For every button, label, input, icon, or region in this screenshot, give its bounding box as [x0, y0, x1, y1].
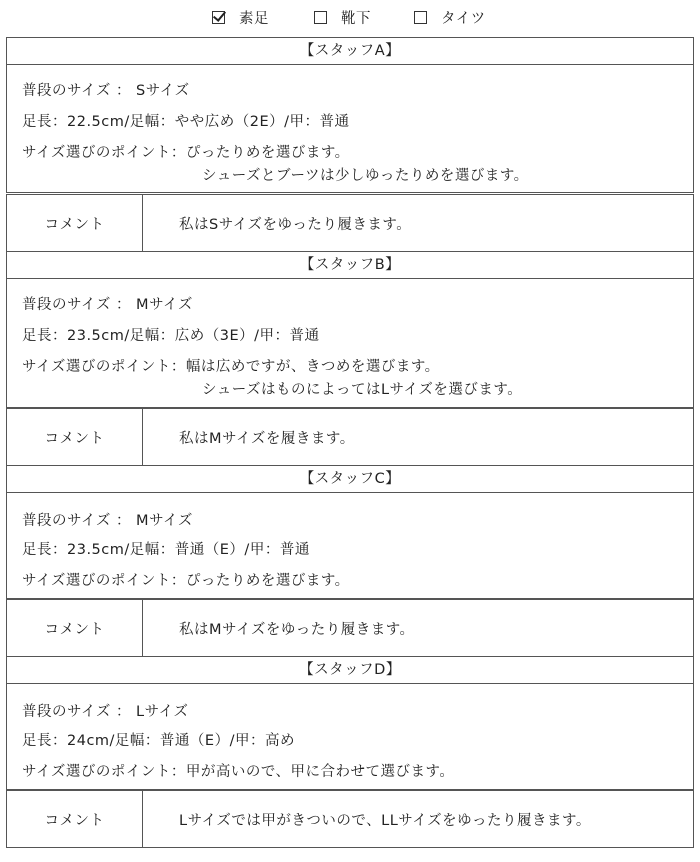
- staff-d-foot-measure: 足長：24cm/足幅：普通（E）/甲：高め: [22, 733, 295, 749]
- staff-c-info: [6, 492, 694, 599]
- staff-a-usual-size: 普段のサイズ ： Sサイズ: [22, 83, 190, 99]
- staff-d-size-point: サイズ選びのポイント：甲が高いので、甲に合わせて選びます。: [22, 764, 455, 780]
- staff-a-comment-label: コメント: [7, 195, 143, 251]
- staff-a-info: [6, 64, 694, 193]
- staff-c-foot-measure: 足長：23.5cm/足幅：普通（E）/甲：普通: [22, 542, 310, 558]
- staff-b-size-point-2: シューズはものによってはLサイズを選びます。: [202, 382, 523, 398]
- staff-b-header: 【スタッフB】: [6, 251, 694, 279]
- staff-c-comment-label: コメント: [7, 600, 143, 656]
- filter-tights[interactable]: [414, 7, 486, 27]
- staff-b-usual-size: 普段のサイズ ： Mサイズ: [22, 297, 193, 313]
- staff-d-header: 【スタッフD】: [6, 656, 694, 684]
- staff-d-comment: Lサイズでは甲がきついので、LLサイズをゆったり履きます。: [179, 812, 591, 829]
- filter-label-socks: 靴下: [341, 10, 371, 27]
- staff-d-usual-size: 普段のサイズ ： Lサイズ: [22, 704, 189, 720]
- staff-b-info: [6, 278, 694, 408]
- checkbox-barefoot[interactable]: [212, 11, 225, 24]
- staff-d-info: [6, 683, 694, 790]
- staff-c-comment-row: [6, 599, 694, 657]
- staff-c-comment: 私はMサイズをゆったり履きます。: [179, 621, 415, 638]
- staff-a-size-point-2: シューズとブーツは少しゆったりめを選びます。: [202, 168, 529, 184]
- staff-a-header: 【スタッフA】: [6, 37, 694, 65]
- staff-b-comment: 私はMサイズを履きます。: [179, 430, 355, 447]
- staff-d-comment-row: [6, 790, 694, 848]
- filter-label-barefoot: 素足: [239, 10, 269, 27]
- checkbox-socks[interactable]: [314, 11, 327, 24]
- staff-c-usual-size: 普段のサイズ ： Mサイズ: [22, 513, 193, 529]
- staff-a-comment-row: [6, 194, 694, 252]
- staff-a-foot-measure: 足長：22.5cm/足幅：やや広め（2E）/甲：普通: [22, 114, 350, 130]
- staff-b-foot-measure: 足長：23.5cm/足幅：広め（3E）/甲：普通: [22, 328, 320, 344]
- filter-socks[interactable]: [314, 7, 371, 27]
- checkbox-tights[interactable]: [414, 11, 427, 24]
- staff-d-comment-label: コメント: [7, 791, 143, 847]
- staff-c-header: 【スタッフC】: [6, 465, 694, 493]
- filter-barefoot[interactable]: [212, 7, 269, 27]
- filter-label-tights: タイツ: [441, 10, 486, 27]
- staff-c-size-point: サイズ選びのポイント：ぴったりめを選びます。: [22, 573, 350, 589]
- staff-a-size-point: サイズ選びのポイント：ぴったりめを選びます。: [22, 145, 350, 161]
- staff-b-comment-row: [6, 408, 694, 466]
- staff-b-comment-label: コメント: [7, 409, 143, 465]
- staff-b-size-point: サイズ選びのポイント：幅は広めですが、きつめを選びます。: [22, 359, 440, 375]
- staff-a-comment: 私はSサイズをゆったり履きます。: [179, 216, 412, 233]
